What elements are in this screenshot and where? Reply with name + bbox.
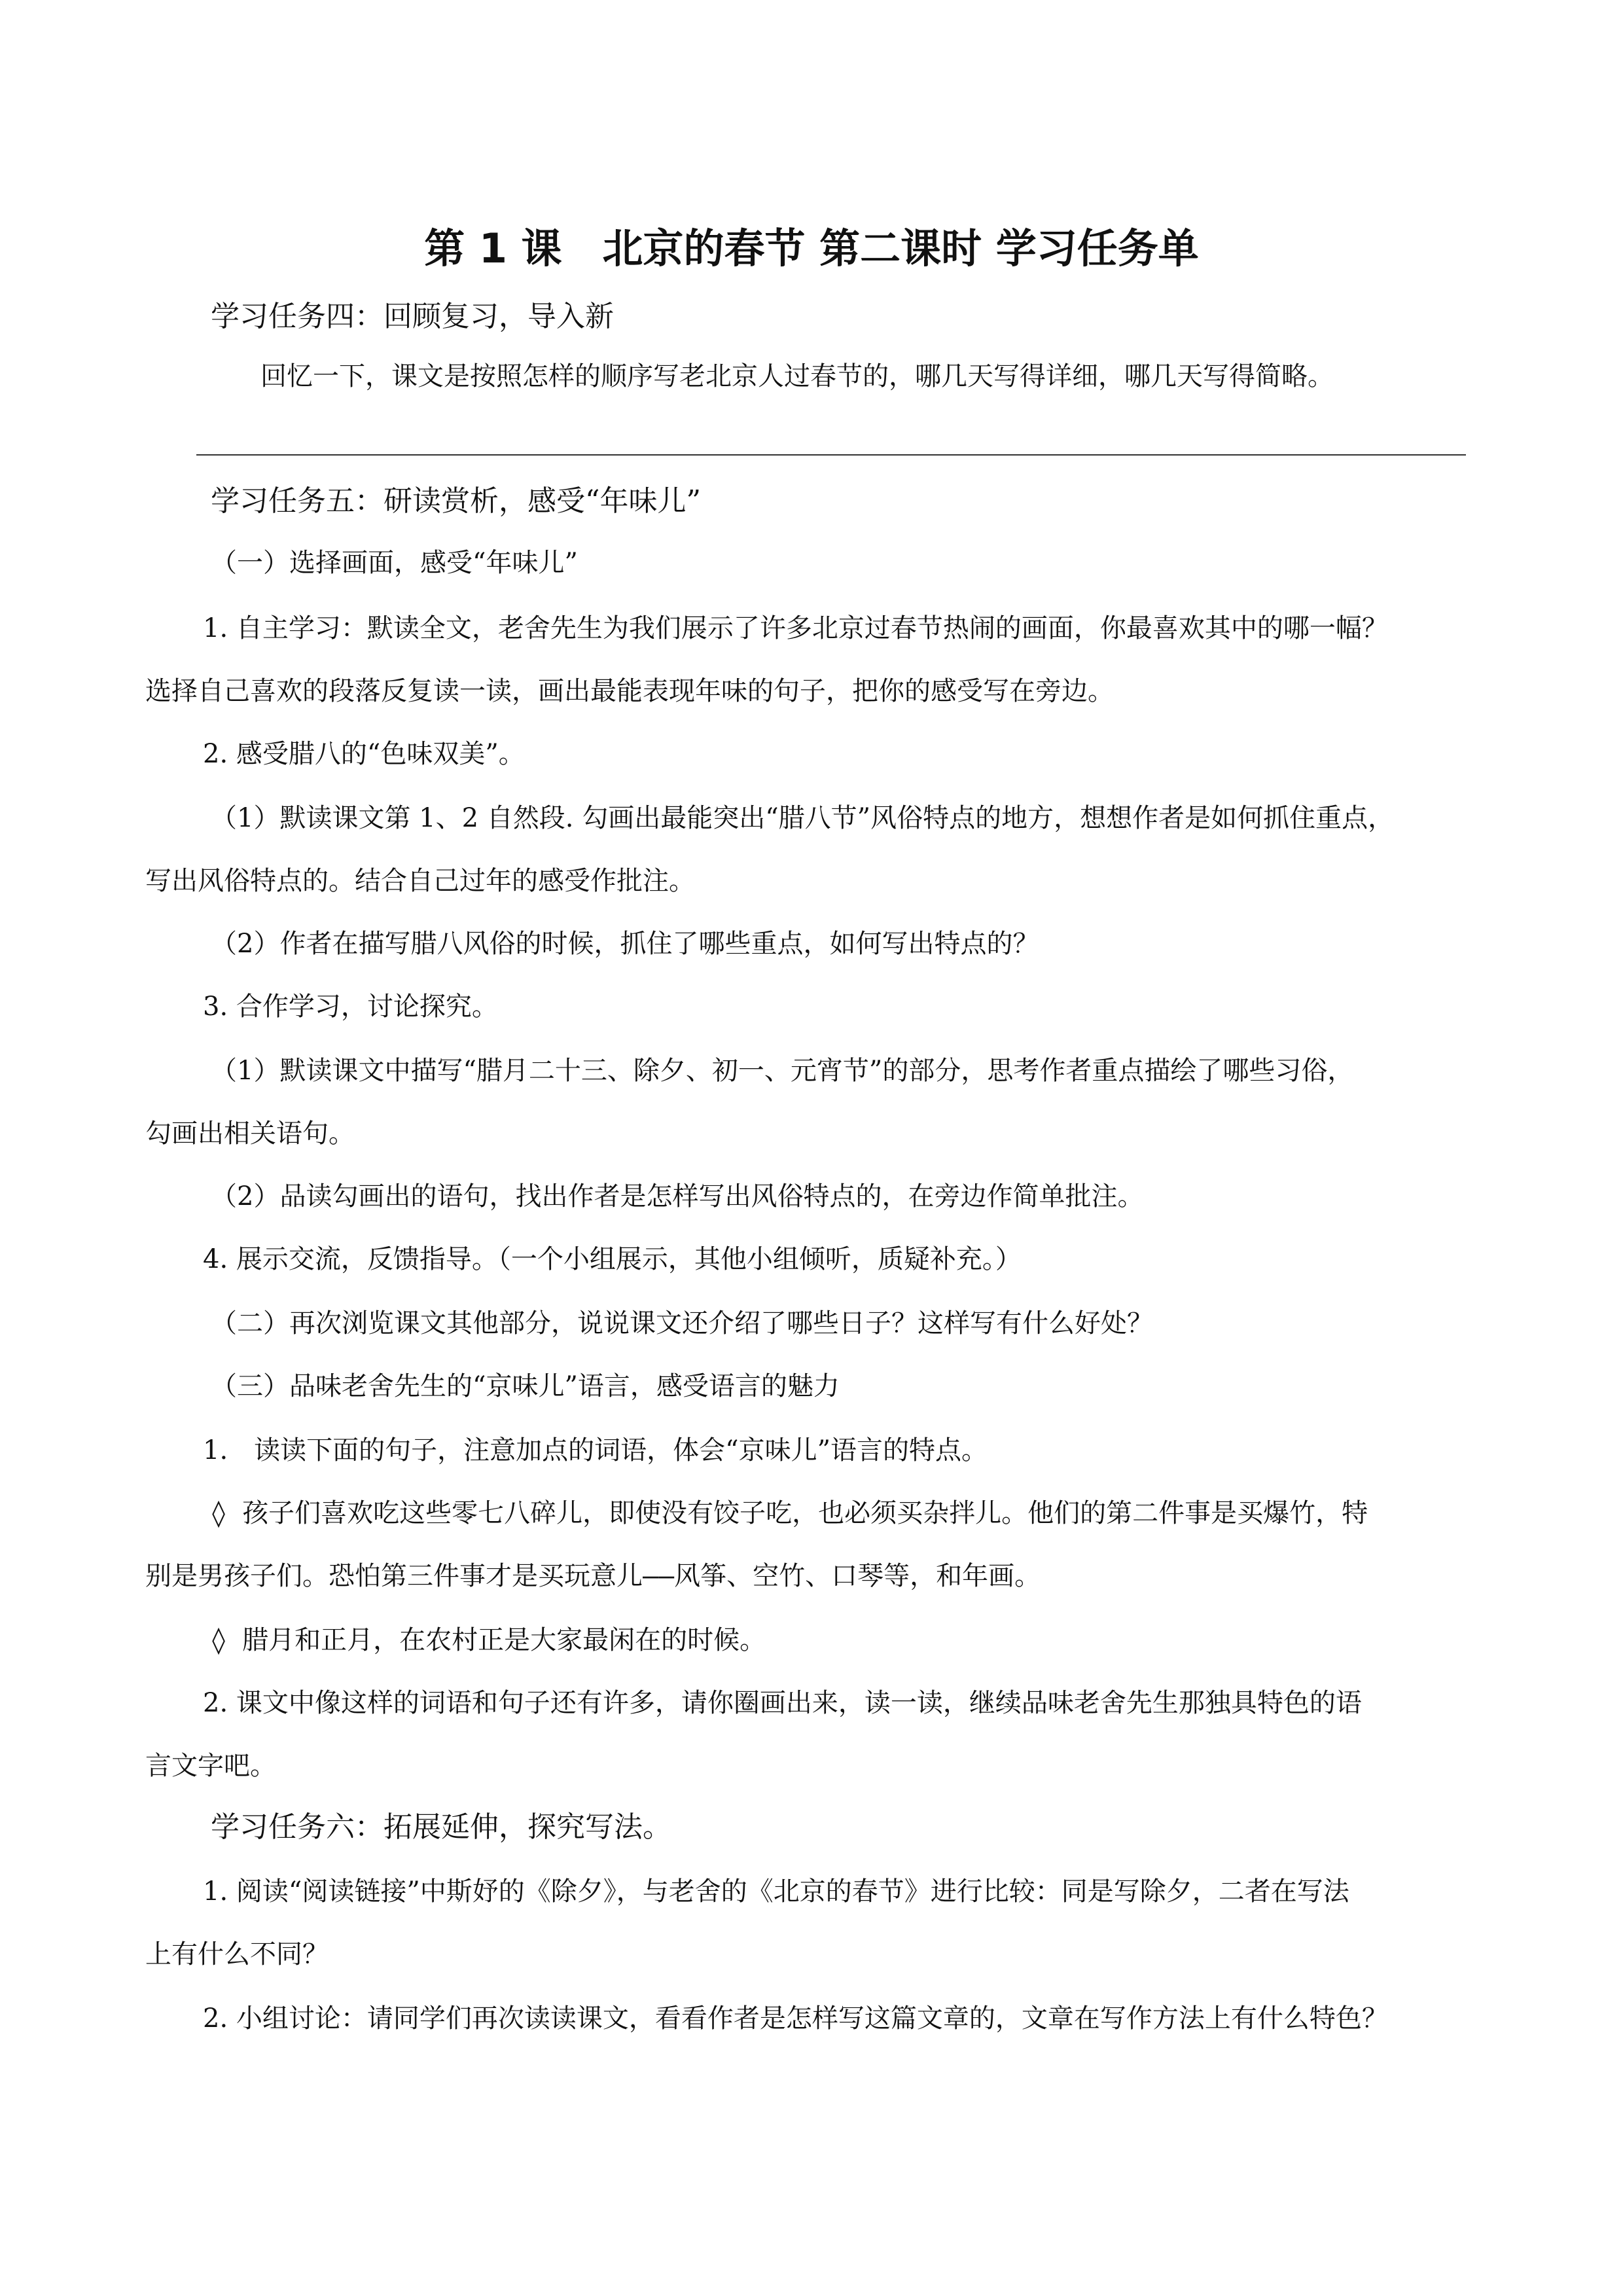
page-title: 第 1 课 北京的春节 第二课时 学习任务单: [424, 224, 1199, 272]
task6-item2: 2. 小组讨论：请同学们再次读读课文，看看作者是怎样写这篇文章的，文章在写作方法上有什么特色？: [203, 2003, 1388, 2034]
task5-item2: 2. 感受腊八的“色味双美”。: [203, 739, 525, 769]
task5-section-3: （三）品味老舍先生的“京味儿”语言，感受语言的魅力: [211, 1371, 840, 1401]
task4-heading: 学习任务四：回顾复习，导入新: [211, 300, 614, 333]
task6-item1-line2: 上有什么不同？: [145, 1939, 329, 1969]
task5-item3-1-line2: 勾画出相关语句。: [145, 1119, 355, 1149]
task5-item1-line1: 1. 自主学习：默读全文，老舍先生为我们展示了许多北京过春节热闹的画面，你最喜欢其中的哪一幅？: [203, 613, 1388, 643]
task5-item2-1-line2: 写出风俗特点的。结合自己过年的感受作批注。: [145, 866, 695, 896]
task5-item2-2: （2）作者在描写腊八风俗的时候，抓住了哪些重点，如何写出特点的？: [211, 929, 1039, 959]
task5-heading: 学习任务五：研读赏析，感受“年味儿”: [211, 484, 701, 518]
task6-heading: 学习任务六：拓展延伸，探究写法。: [211, 1810, 671, 1844]
quote-2: ◊ 腊月和正月，在农村正是大家最闲在的时候。: [211, 1625, 766, 1655]
task4-paragraph: 回忆一下，课文是按照怎样的顺序写老北京人过春节的，哪几天写得详细，哪几天写得简略。: [260, 361, 1334, 391]
task5-section-3-item2-line1: 2. 课文中像这样的词语和句子还有许多，请你圈画出来，读一读，继续品味老舍先生那独具特色的语: [203, 1688, 1362, 1718]
task5-item3: 3. 合作学习，讨论探究。: [203, 992, 498, 1022]
task5-item2-1-line1: （1）默读课文第 1、2 自然段. 勾画出最能突出“腊八节”风俗特点的地方，想想作者是如何抓住重点，: [211, 803, 1395, 833]
task5-section-3-item1: 1. 读读下面的句子，注意加点的词语，体会“京味儿”语言的特点。: [203, 1435, 988, 1465]
quote-1-line2: 别是男孩子们。恐怕第三件事才是买玩意儿——风筝、空竹、口琴等，和年画。: [145, 1561, 1041, 1591]
task5-section-2: （二）再次浏览课文其他部分，说说课文还介绍了哪些日子？这样写有什么好处？: [211, 1308, 1153, 1338]
task5-item3-1-line1: （1）默读课文中描写“腊月二十三、除夕、初一、元宵节”的部分，思考作者重点描绘了哪些习俗，: [211, 1056, 1354, 1086]
quote-1-line1: ◊ 孩子们喜欢吃这些零七八碎儿，即使没有饺子吃，也必须买杂拌儿。他们的第二件事是买爆竹，特: [211, 1498, 1368, 1528]
task5-item1-line2: 选择自己喜欢的段落反复读一读，画出最能表现年味的句子，把你的感受写在旁边。: [145, 676, 1114, 706]
task5-item3-2: （2）品读勾画出的语句，找出作者是怎样写出风俗特点的，在旁边作简单批注。: [211, 1181, 1144, 1211]
task6-item1-line1: 1. 阅读“阅读链接”中斯妤的《除夕》，与老舍的《北京的春节》进行比较：同是写除夕，二者在写法: [203, 1876, 1349, 1907]
task5-section-3-item2-line2: 言文字吧。: [145, 1751, 276, 1781]
divider-line: [196, 454, 1466, 456]
task5-section-1: （一）选择画面，感受“年味儿”: [211, 548, 578, 578]
task5-item4: 4. 展示交流，反馈指导。（一个小组展示，其他小组倾听，质疑补充。）: [203, 1244, 1022, 1274]
